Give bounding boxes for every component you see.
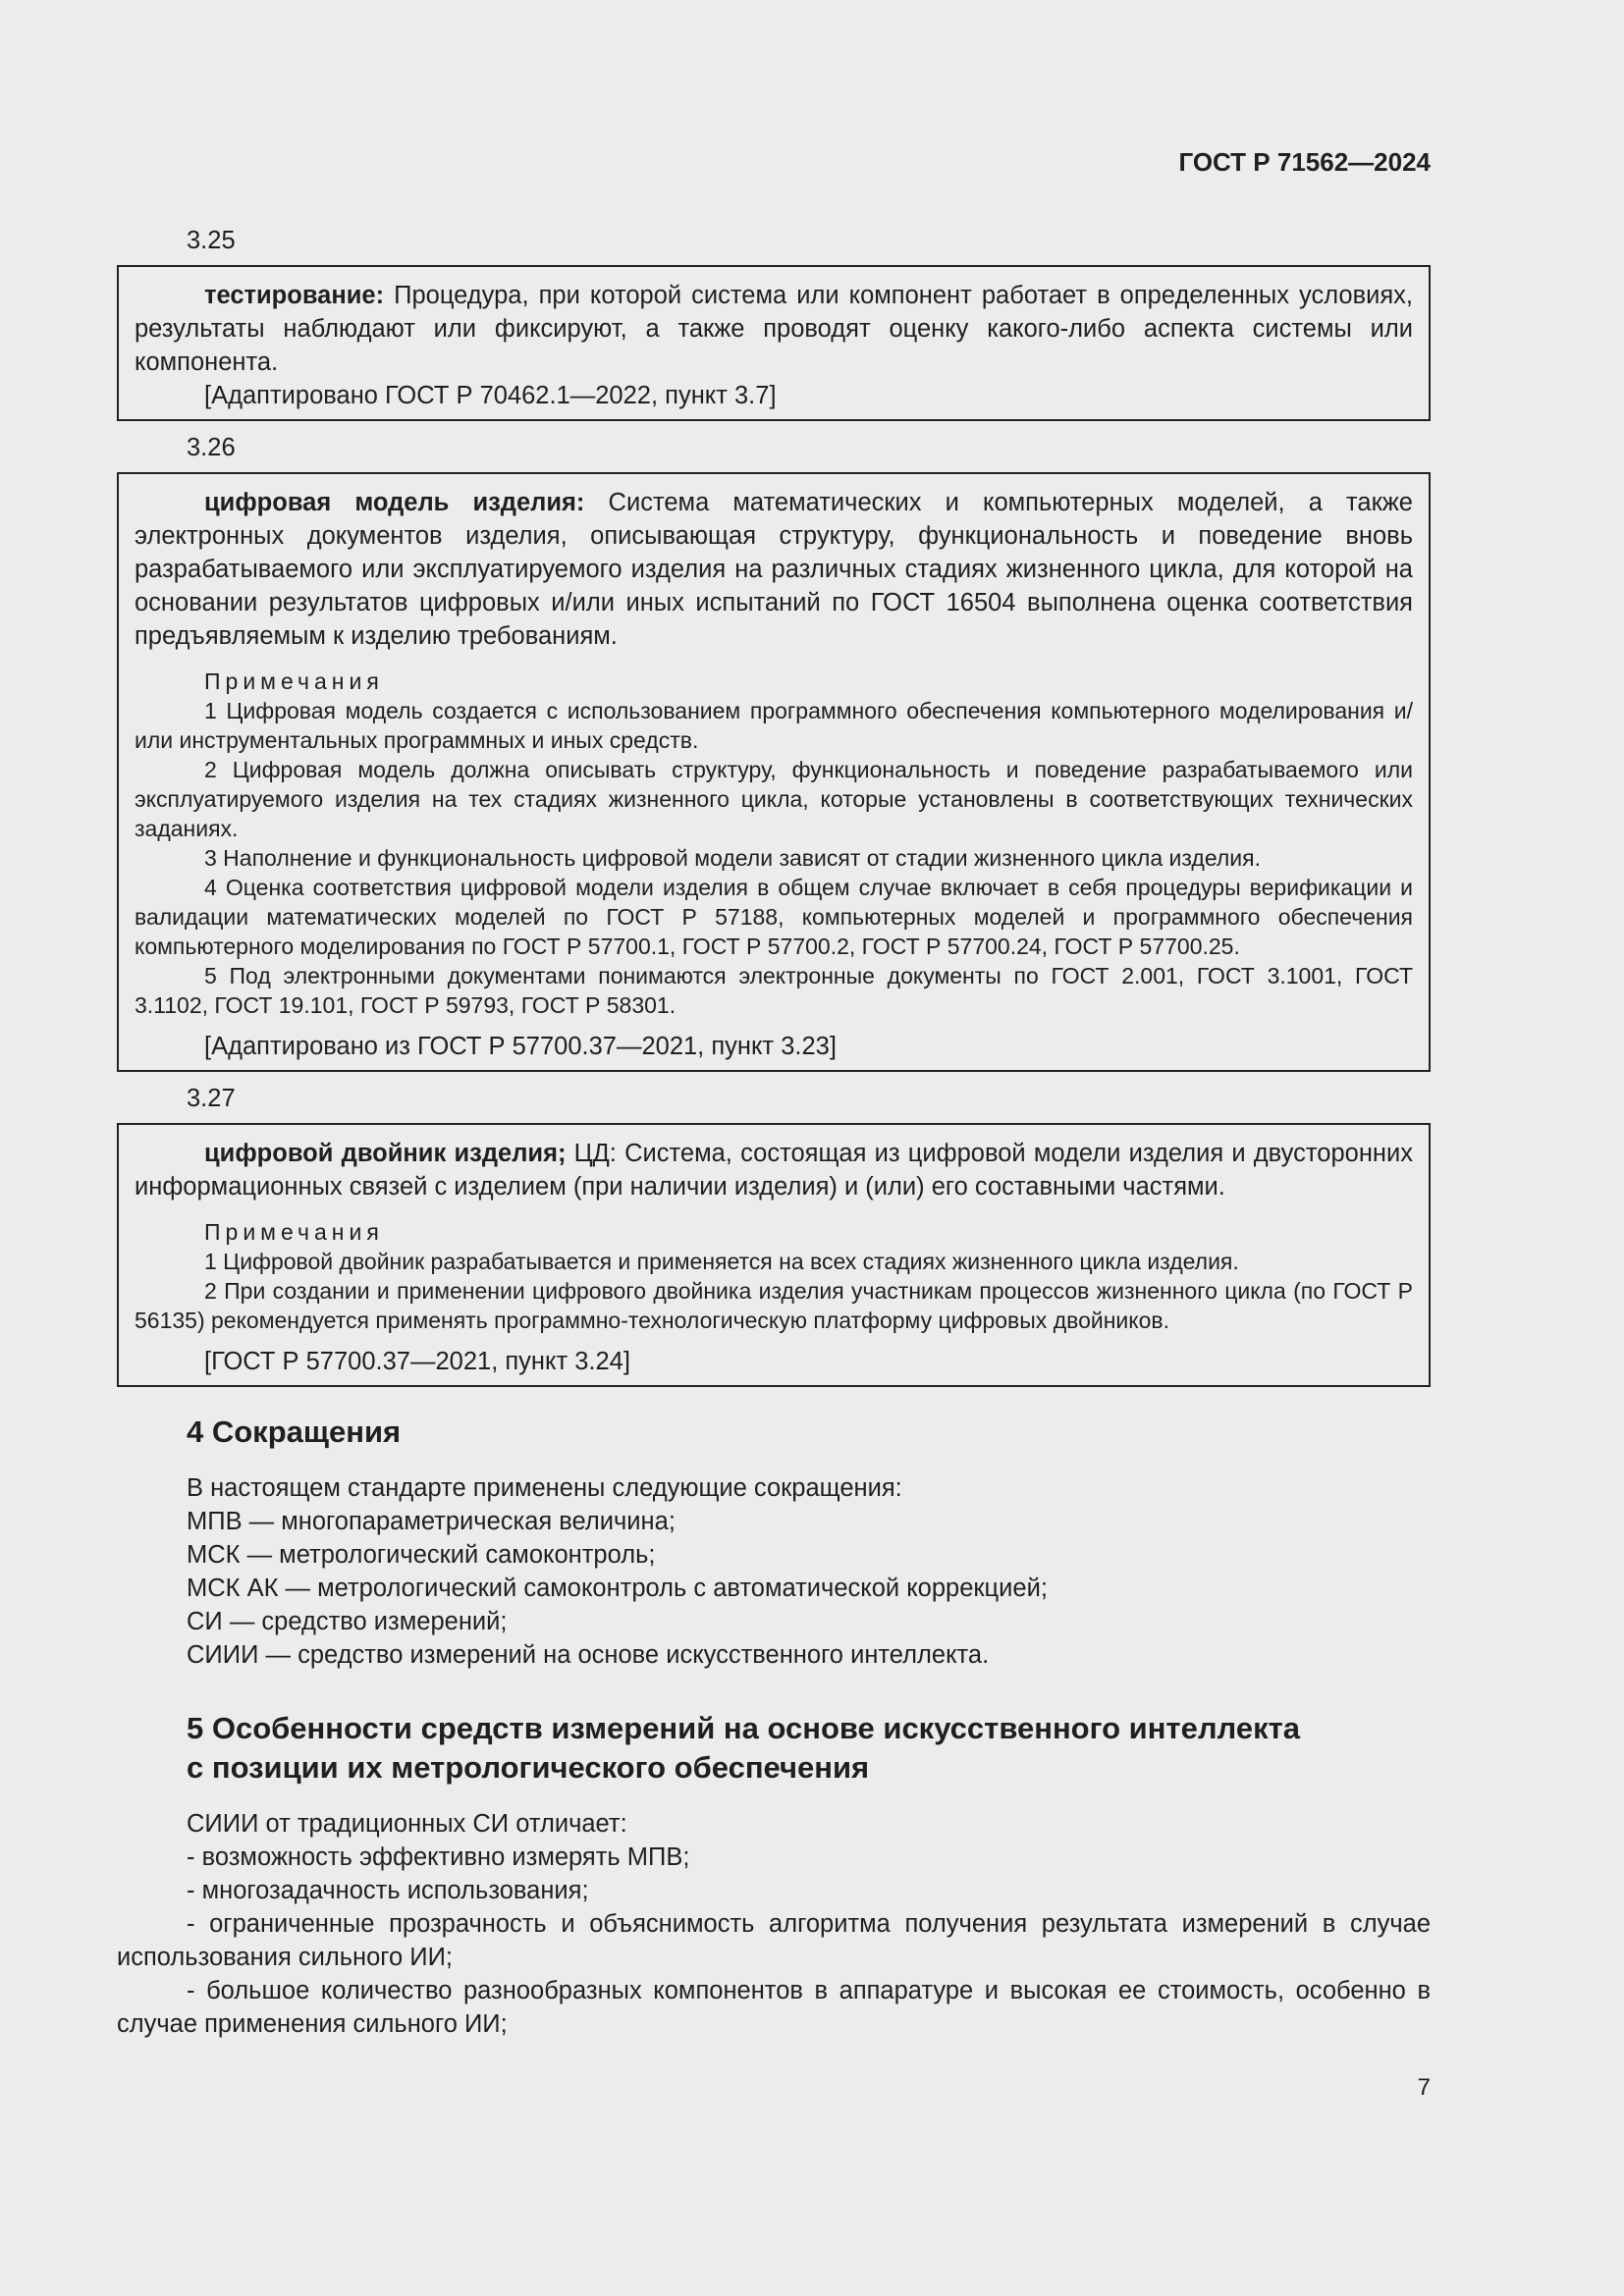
note-item: 5 Под электронными документами понимаются электронные документы по ГОСТ 2.001, ГОСТ 3.1001, ГОСТ 3.1102, ГОСТ 19.101, ГОСТ Р 59793, ГОСТ Р 58301. xyxy=(135,963,1413,1018)
note-item: 3 Наполнение и функциональность цифровой модели зависят от стадии жизненного цикла изделия. xyxy=(204,845,1261,871)
notes-title: Примечания xyxy=(204,1219,384,1245)
term-definition-text: Процедура, при которой система или компонент работает в определенных условиях, результаты наблюдают или фиксируют, а также проводят оценку какого-либо аспекта системы или компонента. xyxy=(135,282,1413,376)
term-source: [ГОСТ Р 57700.37—2021, пункт 3.24] xyxy=(204,1348,630,1375)
term-box-digital-twin xyxy=(117,1123,1431,1387)
abbreviations-list xyxy=(117,1471,1431,1672)
term-definition-text: Система математических и компьютерных моделей, а также электронных документов изделия, описывающая структуру, функциональность и поведение вновь разрабатываемого или эксплуатируемого изделия на различных стадиях жизненного цикла, для которой на основании результатов цифровых и/или иных испытаний по ГОСТ 16504 выполнена оценка соответствия предъявляемым к изделию требованиям. xyxy=(135,489,1413,650)
list-item: МПВ — многопараметрическая величина; xyxy=(187,1508,676,1535)
term-definition-text: ЦД: Система, состоящая из цифровой модели изделия и двусторонних информационных связей с изделием (при наличии изделия) и (или) его составными частями. xyxy=(135,1140,1413,1201)
section-heading-ai-features xyxy=(117,1709,1431,1788)
list-item: СИИИ — средство измерений на основе искусственного интеллекта. xyxy=(187,1641,990,1669)
term-definition xyxy=(135,486,1413,653)
notes-title: Примечания xyxy=(204,668,384,694)
page-number: 7 xyxy=(1417,2074,1431,2101)
section-intro: СИИИ от традиционных СИ отличает: xyxy=(187,1810,627,1838)
list-item: - ограниченные прозрачность и объяснимость алгоритма получения результата измерений в случае использования сильного ИИ; xyxy=(117,1910,1431,1971)
section-heading-line: 5 Особенности средств измерений на основе искусственного интеллекта xyxy=(187,1711,1301,1745)
note-item: 1 Цифровой двойник разрабатывается и применяется на всех стадиях жизненного цикла изделия. xyxy=(204,1249,1239,1274)
section-intro: В настоящем стандарте применены следующие сокращения: xyxy=(187,1474,902,1502)
note-item: 4 Оценка соответствия цифровой модели изделия в общем случае включает в себя процедуры верификации и валидации математических моделей по ГОСТ Р 57188, компьютерных моделей и программного обеспечения компьютерного моделирования по ГОСТ Р 57700.1, ГОСТ Р 57700.2, ГОСТ Р 57700.24, ГОСТ Р 57700.25. xyxy=(135,875,1413,959)
term-name: тестирование: xyxy=(204,282,385,309)
term-box-testing xyxy=(117,265,1431,421)
document-header: ГОСТ Р 71562—2024 xyxy=(1178,147,1431,177)
list-item: МСК АК — метрологический самоконтроль с автоматической коррекцией; xyxy=(187,1575,1048,1602)
list-item: - возможность эффективно измерять МПВ; xyxy=(187,1843,690,1871)
note-item: 2 Цифровая модель должна описывать структуру, функциональность и поведение разрабатываемого или эксплуатируемого изделия на тех стадиях жизненного цикла, которые установлены в соответствующих технических заданиях. xyxy=(135,757,1413,841)
term-source: [Адаптировано из ГОСТ Р 57700.37—2021, пункт 3.23] xyxy=(204,1033,837,1060)
term-name: цифровой двойник изделия; xyxy=(204,1140,567,1167)
note-item: 1 Цифровая модель создается с использованием программного обеспечения компьютерного моделирования и/или инструментальных программных и иных средств. xyxy=(135,698,1413,753)
term-number: 3.27 xyxy=(187,1085,236,1112)
section-heading-line: с позиции их метрологического обеспечения xyxy=(187,1750,870,1785)
term-box-digital-model xyxy=(117,472,1431,1072)
term-source: [Адаптировано ГОСТ Р 70462.1—2022, пункт 3.7] xyxy=(204,382,777,409)
list-item: - большое количество разнообразных компонентов в аппаратуре и высокая ее стоимость, особенно в случае применения сильного ИИ; xyxy=(117,1977,1431,2038)
section-heading-abbreviations: 4 Сокращения xyxy=(187,1415,402,1449)
list-item: - многозадачность использования; xyxy=(187,1877,589,1904)
list-item: МСК — метрологический самоконтроль; xyxy=(187,1541,656,1569)
list-item: СИ — средство измерений; xyxy=(187,1608,508,1635)
term-number: 3.26 xyxy=(187,434,236,461)
features-list xyxy=(117,1807,1431,2041)
term-name: цифровая модель изделия: xyxy=(204,489,585,516)
term-definition xyxy=(135,279,1413,379)
term-definition xyxy=(135,1137,1413,1203)
term-number: 3.25 xyxy=(187,227,236,254)
note-item: 2 При создании и применении цифрового двойника изделия участникам процессов жизненного цикла (по ГОСТ Р 56135) рекомендуется применять программно-технологическую платформу цифровых двойников. xyxy=(135,1278,1413,1333)
page-content xyxy=(117,224,1431,2041)
